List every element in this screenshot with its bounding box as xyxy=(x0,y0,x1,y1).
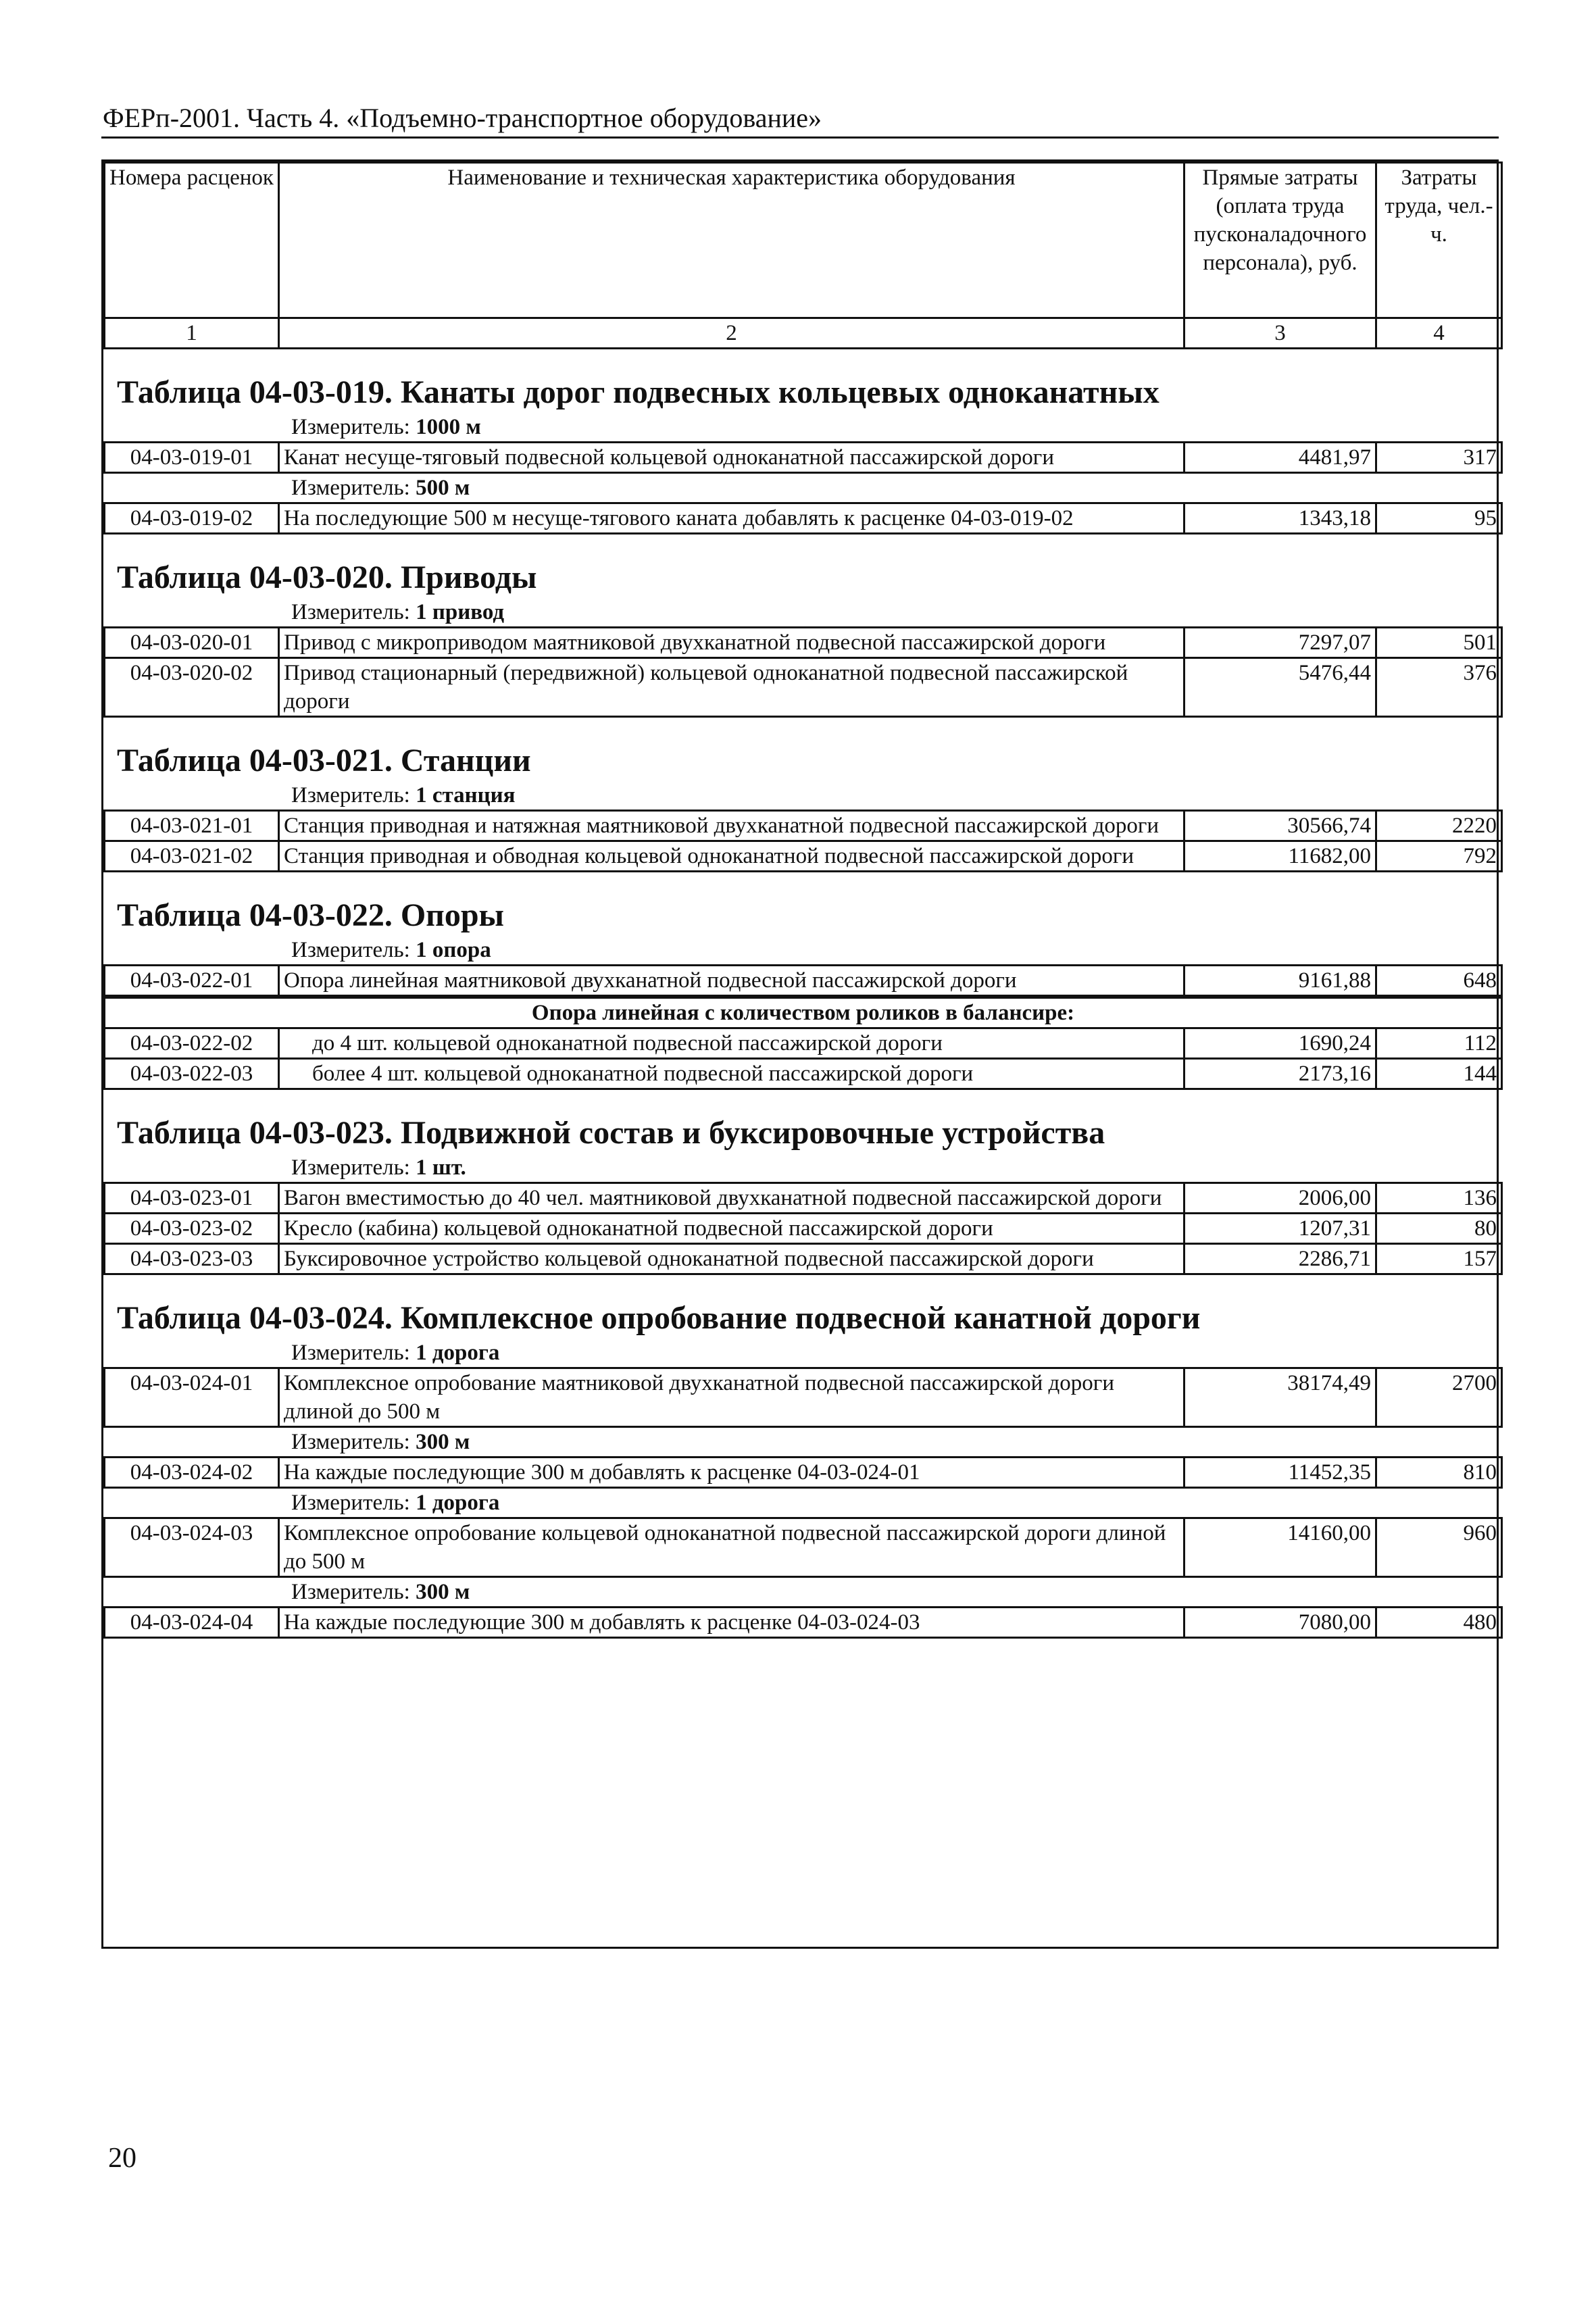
labor-cost: 144 xyxy=(1376,1059,1502,1089)
subheading: Опора линейная с количеством роликов в балансире: xyxy=(105,998,1502,1028)
rate-table-section xyxy=(103,1298,1497,1639)
labor-cost: 136 xyxy=(1376,1183,1502,1214)
table-row xyxy=(105,841,1502,872)
rate-code: 04-03-024-04 xyxy=(105,1608,279,1638)
equipment-name: Комплексное опробование маятниковой двухканатной подвесной пассажирской дороги длиной до 500 м xyxy=(279,1368,1184,1427)
rate-table-section xyxy=(103,895,1497,1090)
column-header-labor: Затраты труда, чел.-ч. xyxy=(1376,163,1502,318)
table-title: Таблица 04-03-022. Опоры xyxy=(117,897,504,933)
labor-cost: 2220 xyxy=(1376,811,1502,841)
table-title: Таблица 04-03-024. Комплексное опробование подвесной канатной дороги xyxy=(117,1300,1201,1336)
column-header-row xyxy=(105,163,1502,318)
table-row xyxy=(105,1059,1502,1089)
direct-cost: 38174,49 xyxy=(1184,1368,1376,1427)
equipment-name: Привод стационарный (передвижной) кольцевой одноканатной подвесной пассажирской дороги xyxy=(279,658,1184,717)
labor-cost: 792 xyxy=(1376,841,1502,872)
direct-cost: 2286,71 xyxy=(1184,1244,1376,1274)
equipment-name: Станция приводная и натяжная маятниковой двухканатной подвесной пассажирской дороги xyxy=(279,811,1184,841)
rate-table-section xyxy=(103,741,1497,872)
table-title: Таблица 04-03-020. Приводы xyxy=(117,559,537,595)
column-number: 3 xyxy=(1184,318,1376,349)
equipment-name: Вагон вместимостью до 40 чел. маятниковой двухканатной подвесной пассажирской дороги xyxy=(279,1183,1184,1214)
direct-cost: 2173,16 xyxy=(1184,1059,1376,1089)
meter-label: Измеритель: xyxy=(291,1491,410,1515)
column-header-direct-costs: Прямые затраты (оплата труда пусконаладочного персонала), руб. xyxy=(1184,163,1376,318)
meter-value: 1 опора xyxy=(416,938,491,962)
page-header: ФЕРп-2001. Часть 4. «Подъемно-транспортное оборудование» xyxy=(103,103,822,133)
table-row xyxy=(105,658,1502,717)
equipment-name: Станция приводная и обводная кольцевой одноканатной подвесной пассажирской дороги xyxy=(279,841,1184,872)
equipment-name: Буксировочное устройство кольцевой одноканатной подвесной пассажирской дороги xyxy=(279,1244,1184,1274)
rate-code: 04-03-022-02 xyxy=(105,1028,279,1059)
rate-code: 04-03-019-02 xyxy=(105,503,279,534)
labor-cost: 648 xyxy=(1376,966,1502,996)
rate-code: 04-03-020-01 xyxy=(105,628,279,658)
equipment-name: На последующие 500 м несуще-тягового каната добавлять к расценке 04-03-019-02 xyxy=(279,503,1184,534)
page-number: 20 xyxy=(108,2143,136,2174)
rate-rows xyxy=(103,502,1503,534)
rate-rows xyxy=(103,1182,1503,1275)
direct-cost: 7080,00 xyxy=(1184,1608,1376,1638)
meter-line xyxy=(103,781,1497,810)
rate-code: 04-03-021-01 xyxy=(105,811,279,841)
table-row xyxy=(105,443,1502,473)
direct-cost: 2006,00 xyxy=(1184,1183,1376,1214)
meter-label: Измеритель: xyxy=(291,938,410,962)
rate-code: 04-03-024-02 xyxy=(105,1458,279,1488)
labor-cost: 157 xyxy=(1376,1244,1502,1274)
header-rule xyxy=(101,136,1499,139)
sections xyxy=(103,372,1497,1639)
meter-label: Измеритель: xyxy=(291,476,410,500)
rate-code: 04-03-022-03 xyxy=(105,1059,279,1089)
table-row xyxy=(105,966,1502,996)
rate-code: 04-03-021-02 xyxy=(105,841,279,872)
meter-value: 1000 м xyxy=(416,415,481,439)
table-title: Таблица 04-03-021. Станции xyxy=(117,743,531,778)
direct-cost: 11682,00 xyxy=(1184,841,1376,872)
meter-label: Измеритель: xyxy=(291,415,410,439)
rate-rows xyxy=(103,626,1503,718)
table-row xyxy=(105,1244,1502,1274)
labor-cost: 95 xyxy=(1376,503,1502,534)
meter-label: Измеритель: xyxy=(291,1580,410,1604)
rate-code: 04-03-019-01 xyxy=(105,443,279,473)
meter-value: 1 привод xyxy=(416,600,505,624)
table-row xyxy=(105,1183,1502,1214)
table-row xyxy=(105,1028,1502,1059)
labor-cost: 501 xyxy=(1376,628,1502,658)
rate-code: 04-03-023-01 xyxy=(105,1183,279,1214)
rate-rows xyxy=(103,441,1503,474)
rate-code: 04-03-024-03 xyxy=(105,1518,279,1577)
equipment-name: На каждые последующие 300 м добавлять к расценке 04-03-024-01 xyxy=(279,1458,1184,1488)
meter-value: 1 дорога xyxy=(416,1491,500,1515)
labor-cost: 112 xyxy=(1376,1028,1502,1059)
column-number: 4 xyxy=(1376,318,1502,349)
meter-line xyxy=(103,1578,1497,1606)
rate-code: 04-03-022-01 xyxy=(105,966,279,996)
meter-label: Измеритель: xyxy=(291,1341,410,1365)
rate-table-section xyxy=(103,557,1497,718)
labor-cost: 480 xyxy=(1376,1608,1502,1638)
column-number: 1 xyxy=(105,318,279,349)
rate-rows xyxy=(103,1456,1503,1489)
meter-line xyxy=(103,1339,1497,1367)
meter-line xyxy=(103,1153,1497,1182)
labor-cost: 80 xyxy=(1376,1214,1502,1244)
meter-label: Измеритель: xyxy=(291,600,410,624)
table-row xyxy=(105,1458,1502,1488)
direct-cost: 7297,07 xyxy=(1184,628,1376,658)
rate-code: 04-03-023-02 xyxy=(105,1214,279,1244)
table-title: Таблица 04-03-019. Канаты дорог подвесных кольцевых одноканатных xyxy=(117,374,1159,410)
meter-line xyxy=(103,474,1497,502)
meter-line xyxy=(103,1428,1497,1456)
meter-label: Измеритель: xyxy=(291,1430,410,1454)
column-header-codes: Номера расценок xyxy=(105,163,279,318)
table-row xyxy=(105,503,1502,534)
meter-value: 300 м xyxy=(416,1430,470,1454)
rates-document xyxy=(101,159,1499,1949)
rate-rows xyxy=(103,1367,1503,1428)
meter-label: Измеритель: xyxy=(291,783,410,807)
direct-cost: 5476,44 xyxy=(1184,658,1376,717)
table-row xyxy=(105,1368,1502,1427)
meter-label: Измеритель: xyxy=(291,1155,410,1180)
rate-table-section xyxy=(103,372,1497,534)
equipment-name: Опора линейная маятниковой двухканатной подвесной пассажирской дороги xyxy=(279,966,1184,996)
labor-cost: 376 xyxy=(1376,658,1502,717)
labor-cost: 317 xyxy=(1376,443,1502,473)
column-header-table xyxy=(103,161,1503,349)
meter-value: 300 м xyxy=(416,1580,470,1604)
table-row xyxy=(105,1214,1502,1244)
meter-line xyxy=(103,598,1497,626)
direct-cost: 1690,24 xyxy=(1184,1028,1376,1059)
direct-cost: 4481,97 xyxy=(1184,443,1376,473)
meter-value: 1 шт. xyxy=(416,1155,466,1180)
rate-code: 04-03-023-03 xyxy=(105,1244,279,1274)
meter-line xyxy=(103,936,1497,964)
labor-cost: 960 xyxy=(1376,1518,1502,1577)
subheading-row xyxy=(105,998,1502,1028)
equipment-name: Привод с микроприводом маятниковой двухканатной подвесной пассажирской дороги xyxy=(279,628,1184,658)
rate-code: 04-03-024-01 xyxy=(105,1368,279,1427)
rate-rows xyxy=(103,1606,1503,1639)
direct-cost: 1343,18 xyxy=(1184,503,1376,534)
column-number: 2 xyxy=(279,318,1184,349)
meter-value: 500 м xyxy=(416,476,470,500)
direct-cost: 11452,35 xyxy=(1184,1458,1376,1488)
direct-cost: 14160,00 xyxy=(1184,1518,1376,1577)
column-header-name: Наименование и техническая характеристика оборудования xyxy=(279,163,1184,318)
table-row xyxy=(105,628,1502,658)
direct-cost: 30566,74 xyxy=(1184,811,1376,841)
meter-value: 1 дорога xyxy=(416,1341,500,1365)
rate-rows xyxy=(103,964,1503,997)
rate-table-section xyxy=(103,1113,1497,1275)
table-title: Таблица 04-03-023. Подвижной состав и буксировочные устройства xyxy=(117,1115,1105,1151)
equipment-name: Канат несуще-тяговый подвесной кольцевой одноканатной пассажирской дороги xyxy=(279,443,1184,473)
rate-rows xyxy=(103,997,1503,1090)
direct-cost: 1207,31 xyxy=(1184,1214,1376,1244)
meter-value: 1 станция xyxy=(416,783,516,807)
table-row xyxy=(105,1518,1502,1577)
labor-cost: 810 xyxy=(1376,1458,1502,1488)
rate-rows xyxy=(103,810,1503,872)
equipment-name: Комплексное опробование кольцевой одноканатной подвесной пассажирской дороги длиной до 500 м xyxy=(279,1518,1184,1577)
table-row xyxy=(105,1608,1502,1638)
direct-cost: 9161,88 xyxy=(1184,966,1376,996)
labor-cost: 2700 xyxy=(1376,1368,1502,1427)
rate-code: 04-03-020-02 xyxy=(105,658,279,717)
equipment-name: до 4 шт. кольцевой одноканатной подвесной пассажирской дороги xyxy=(279,1028,1184,1059)
meter-line xyxy=(103,1489,1497,1517)
rate-rows xyxy=(103,1517,1503,1578)
column-number-row xyxy=(105,318,1502,349)
equipment-name: более 4 шт. кольцевой одноканатной подвесной пассажирской дороги xyxy=(279,1059,1184,1089)
meter-line xyxy=(103,413,1497,441)
equipment-name: Кресло (кабина) кольцевой одноканатной подвесной пассажирской дороги xyxy=(279,1214,1184,1244)
table-row xyxy=(105,811,1502,841)
equipment-name: На каждые последующие 300 м добавлять к расценке 04-03-024-03 xyxy=(279,1608,1184,1638)
